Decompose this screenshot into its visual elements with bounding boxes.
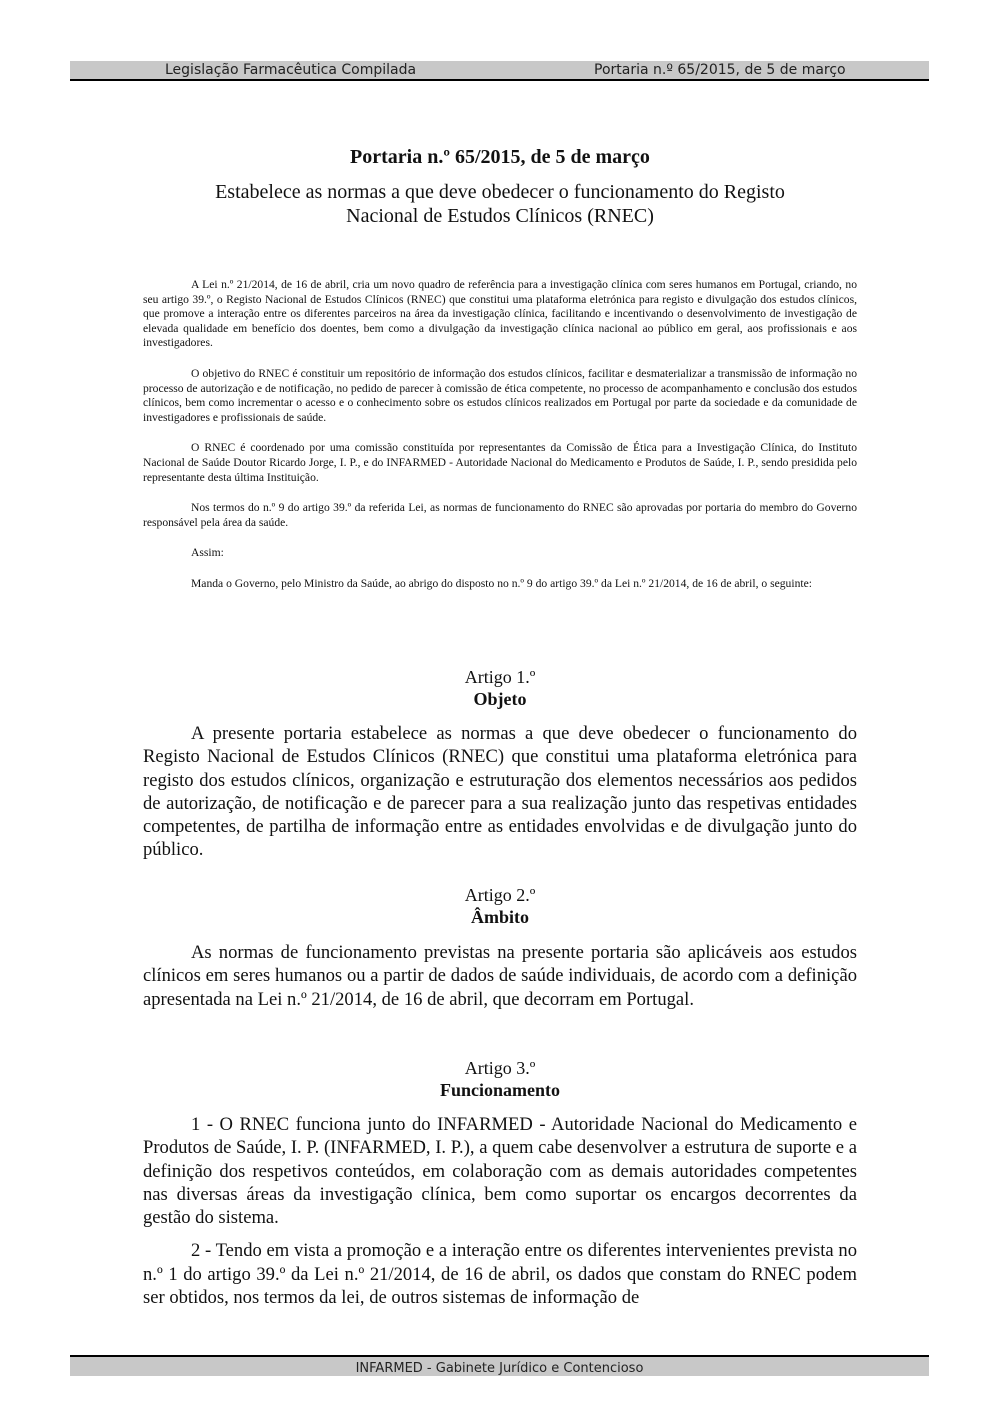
article-number: Artigo 2.º: [464, 885, 536, 905]
footer-text: INFARMED - Gabinete Jurídico e Contencioso: [355, 1361, 644, 1376]
preamble-paragraph: A Lei n.º 21/2014, de 16 de abril, cria um novo quadro de referência para a investigação clínica com seres humanos em Portugal, criando, no seu artigo 39.º, o Registo Nacional de Estudos Clínicos (RNEC) que constitui uma plataforma eletrónica para registo e divulgação dos estudos clínicos, que promove a interação entre os diferentes parceiros na área da investigação clínica, facilitando e incentivando o desenvolvimento de investigação de elevada qualidade em benefício dos doentes, bem como a divulgação da investigação clínica nacional ao público em geral, aos profissionais e aos investigadores.: [143, 278, 857, 350]
article-2-body: [143, 941, 857, 1011]
running-footer: [70, 1355, 929, 1376]
article-3-body: [143, 1113, 857, 1309]
preamble-paragraph: Assim:: [191, 546, 224, 560]
document-subtitle: Estabelece as normas a que deve obedecer o funcionamento do Registo Nacional de Estudos Clínicos (RNEC): [215, 181, 785, 227]
article-1-heading: [143, 666, 857, 710]
article-name: Âmbito: [471, 907, 529, 927]
article-2-heading: [143, 884, 857, 928]
article-1-body: [143, 722, 857, 862]
preamble-paragraph: O objetivo do RNEC é constituir um repositório de informação dos estudos clínicos, facilitar e desmaterializar a transmissão de informação no processo de autorização e de notificação, no pedido de parecer à comissão de ética competente, no processo de acompanhamento e conclusão dos estudos clínicos, bem como incrementar o acesso e o conhecimento sobre os estudos clínicos realizados em Portugal por parte da sociedade e da comunidade de investigadores e profissionais de saúde.: [143, 366, 857, 424]
header-right: Portaria n.º 65/2015, de 5 de março: [594, 62, 846, 78]
article-3-heading: [143, 1057, 857, 1101]
article-paragraph: A presente portaria estabelece as normas a que deve obedecer o funcionamento do Registo Nacional de Estudos Clínicos (RNEC) que constitui uma plataforma eletrónica para registo dos estudos clínicos, organização e estruturação dos elementos necessários aos pedidos de autorização, de notificação e de parecer para a sua realização junto das respetivas entidades competentes, de partilha de informação entre as entidades envolvidas e de divulgação junto do público.: [143, 723, 857, 861]
article-paragraph: 1 - O RNEC funciona junto do INFARMED - Autoridade Nacional do Medicamento e Produtos de Saúde, I. P. (INFARMED, I. P.), a quem cabe desenvolver a estrutura de suporte e a definição dos respetivos conteúdos, em colaboração com as demais autoridades competentes nas diversas áreas da investigação clínica, bem como suportar os encargos decorrentes da gestão do sistema.: [143, 1114, 857, 1229]
preamble-paragraph: Manda o Governo, pelo Ministro da Saúde, ao abrigo do disposto no n.º 9 do artigo 39.º da Lei n.º 21/2014, de 16 de abril, o seguinte:: [191, 576, 812, 590]
article-number: Artigo 1.º: [464, 667, 536, 687]
preamble-paragraph: O RNEC é coordenado por uma comissão constituída por representantes da Comissão de Ética para a Investigação Clínica, do Instituto Nacional de Saúde Doutor Ricardo Jorge, I. P., e do INFARMED - Autoridade Nacional do Medicamento e Produtos de Saúde, I. P., sendo presidida pelo representante desta última Instituição.: [143, 441, 857, 484]
article-name: Funcionamento: [439, 1080, 560, 1100]
running-header: [70, 61, 929, 81]
document-title: Portaria n.º 65/2015, de 5 de março: [350, 146, 650, 168]
article-paragraph: 2 - Tendo em vista a promoção e a interação entre os diferentes intervenientes prevista no n.º 1 do artigo 39.º da Lei n.º 21/2014, de 16 de abril, os dados que constam do RNEC podem ser obtidos, nos termos da lei, de outros sistemas de informação de: [143, 1240, 857, 1309]
article-paragraph: As normas de funcionamento previstas na presente portaria são aplicáveis aos estudos clínicos em seres humanos ou a partir de dados de saúde individuais, de acordo com a definição apresentada na Lei n.º 21/2014, de 16 de abril, que decorram em Portugal.: [143, 942, 857, 1010]
article-name: Objeto: [473, 689, 527, 709]
article-number: Artigo 3.º: [464, 1058, 536, 1078]
header-left: Legislação Farmacêutica Compilada: [165, 62, 417, 78]
preamble-paragraph: Nos termos do n.º 9 do artigo 39.º da referida Lei, as normas de funcionamento do RNEC são aprovadas por portaria do membro do Governo responsável pela área da saúde.: [143, 501, 857, 529]
preamble: [143, 278, 857, 608]
